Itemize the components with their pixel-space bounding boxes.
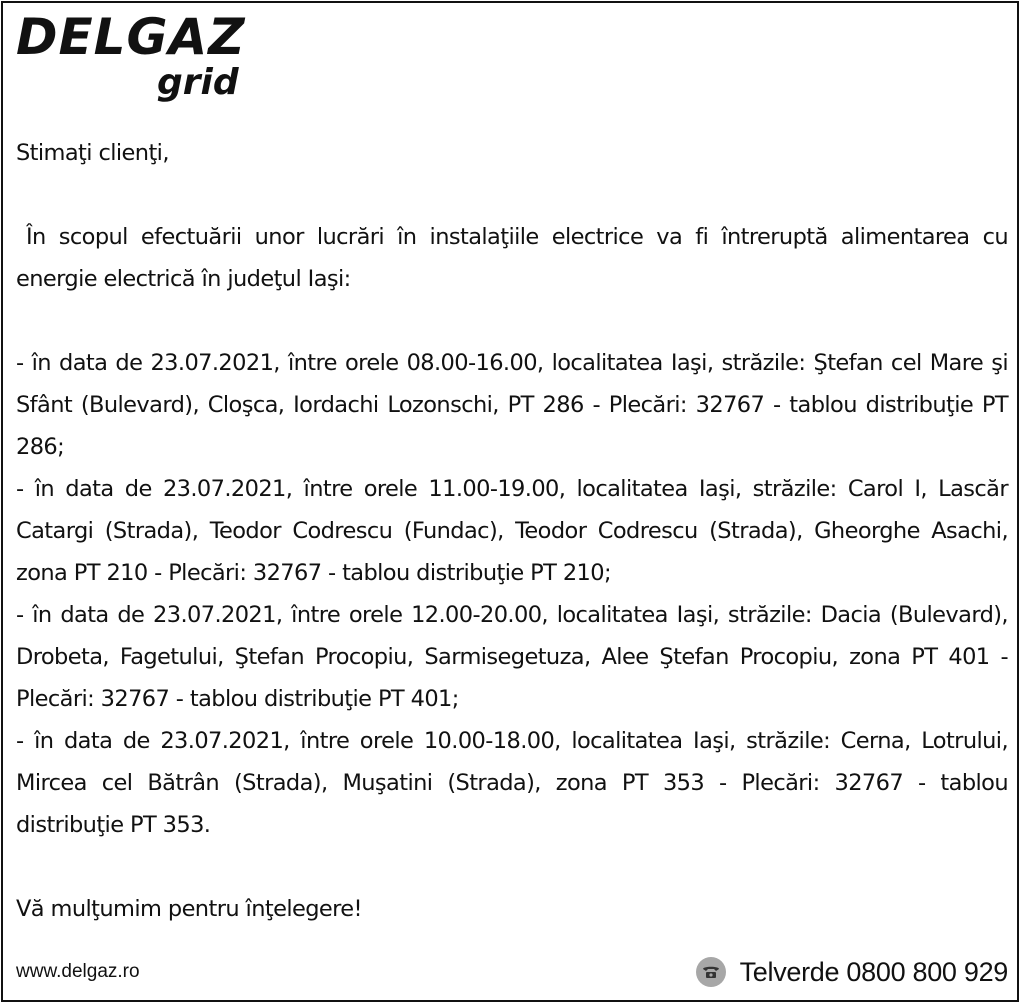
outage-item: - în data de 23.07.2021, între orele 08.00-16.00, localitatea Iaşi, străzile: Ştefan cel Mare şi Sfânt (Bulevard), Cloşca, Iordachi Lozonschi, PT 286 - Plecări: 32767 - tablou distribuţie PT 286; (16, 350, 1008, 460)
outage-list (16, 342, 1008, 846)
telephone-icon (696, 957, 726, 987)
website-link[interactable]: www.delgaz.ro (16, 961, 140, 982)
phone-number: Telverde 0800 800 929 (739, 957, 1008, 987)
outage-item: - în data de 23.07.2021, între orele 11.00-19.00, localitatea Iaşi, străzile: Carol I, Lascăr Catargi (Strada), Teodor Codrescu (Fundac), Teodor Codrescu (Strada), Gheorghe Asachi, zona PT 210 - Plecări: 32767 - tablou distribuţie PT 210; (16, 476, 1008, 586)
phone-contact (696, 955, 1008, 989)
outage-item: - în data de 23.07.2021, între orele 10.00-18.00, localitatea Iaşi, străzile: Cerna, Lotrului, Mircea cel Bătrân (Strada), Muşatini (Strada), zona PT 353 - Plecări: 32767 - tablou distribuţie PT 353. (16, 728, 1008, 838)
outage-item: - în data de 23.07.2021, între orele 12.00-20.00, localitatea Iaşi, străzile: Dacia (Bulevard), Drobeta, Fagetului, Ştefan Procopiu, Sarmisegetuza, Alee Ştefan Procopiu, zona PT 401 - Plecări: 32767 - tablou distribuţie PT 401; (16, 602, 1008, 712)
logo-subtitle: grid (157, 62, 239, 103)
intro-paragraph: În scopul efectuării unor lucrări în instalaţiile electrice va fi întreruptă alimentarea cu energie electrică în judeţul Iaşi: (16, 224, 1008, 292)
delgaz-logo (16, 8, 256, 108)
notice-body (16, 132, 1008, 930)
greeting: Stimaţi clienţi, (16, 140, 169, 166)
closing-line: Vă mulţumim pentru înţelegere! (16, 896, 362, 922)
logo-wordmark: DELGAZ (16, 8, 246, 66)
